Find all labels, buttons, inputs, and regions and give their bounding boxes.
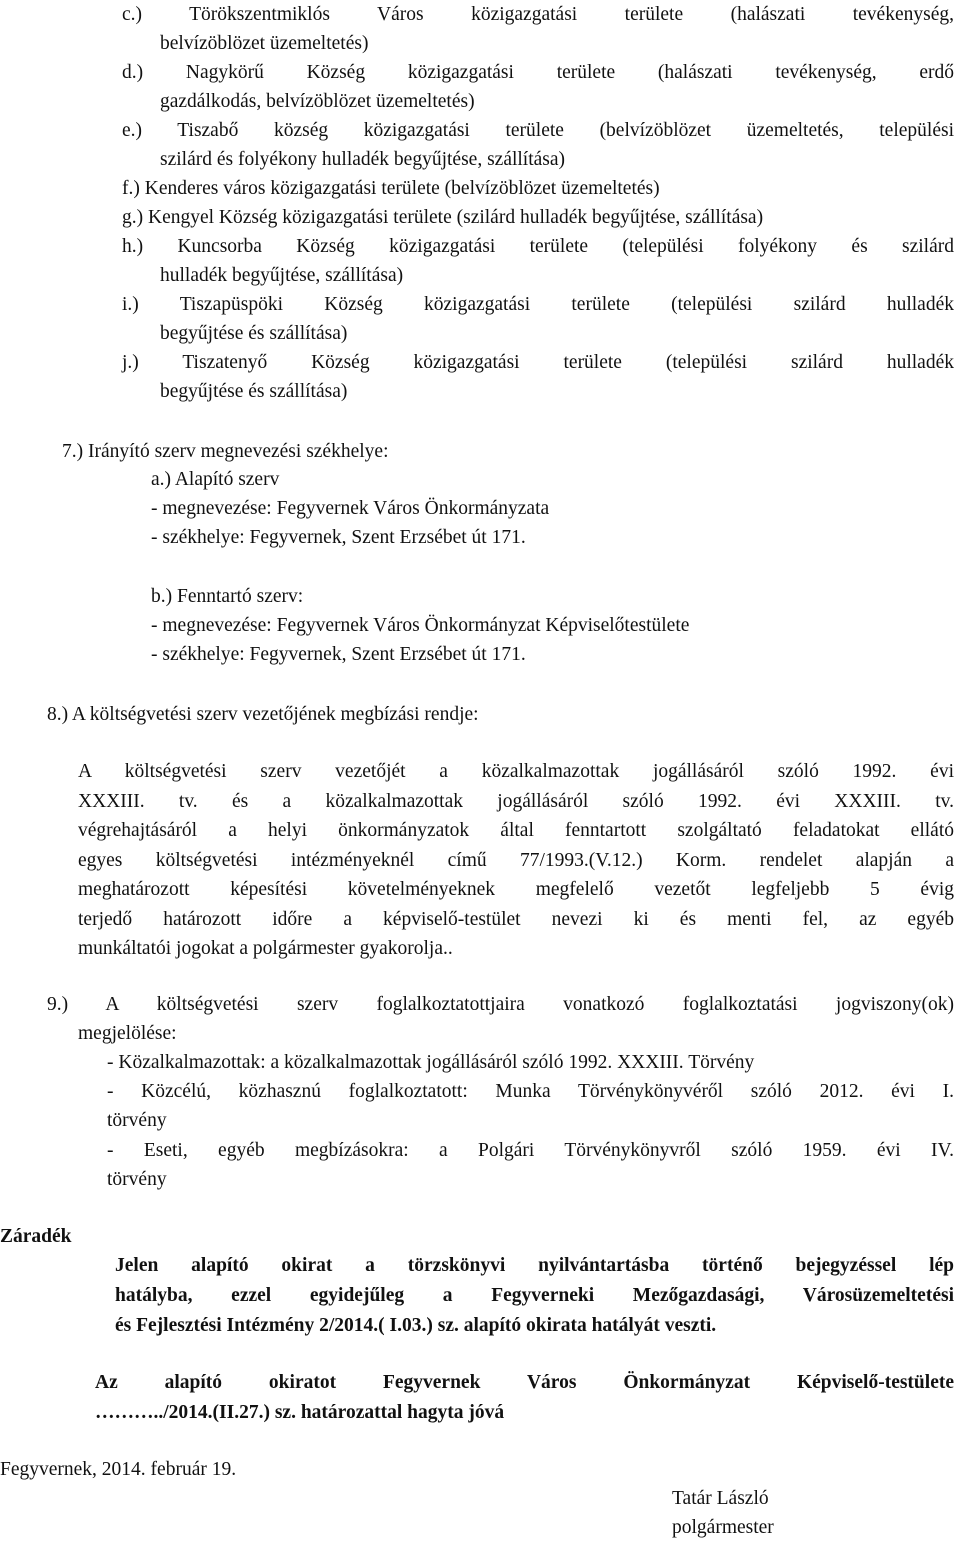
list-item-line: g.) Kengyel Község közigazgatási területe (szilárd hulladék begyűjtése, szállítása) (122, 207, 764, 228)
list-item (122, 348, 954, 406)
paragraph-line: végrehajtásáról a helyi önkormányzatok által fenntartott szolgáltató feladatokat ellátó (78, 820, 954, 841)
employment-item: - Közcélú, közhasznú foglalkoztatott: Munka Törvénykönyvéről szóló 2012. évi I. (107, 1081, 954, 1102)
clause-line: hatályba, ezzel egyidejűleg a Fegyverneki Mezőgazdasági, Városüzemeltetési (115, 1285, 954, 1306)
list-item-continuation: hulladék begyűjtése, szállítása) (160, 265, 404, 286)
section-9-title: 9.) A költségvetési szerv foglalkoztatottjaira vonatkozó foglalkoztatási jogviszony(ok) (47, 994, 954, 1015)
list-item-line: j.) Tiszatenyő Község közigazgatási területe (települési szilárd hulladék (122, 352, 954, 373)
list-item-continuation: begyűjtése és szállítása) (160, 323, 348, 344)
list-item-continuation: gazdálkodás, belvízöblözet üzemeltetés) (160, 91, 475, 112)
clause-line: és Fejlesztési Intézmény 2/2014.( I.03.) sz. alapító okirata hatályát veszti. (115, 1315, 717, 1336)
employment-item-continuation: törvény (107, 1169, 167, 1190)
employment-item: - Eseti, egyéb megbízásokra: a Polgári Törvénykönyvről szóló 1959. évi IV. (107, 1140, 954, 1161)
list-item-line: i.) Tiszapüspöki Község közigazgatási területe (települési szilárd hulladék (122, 294, 954, 315)
list-item-line: d.) Nagykörű Község közigazgatási területe (halászati tevékenység, erdő (122, 62, 954, 83)
signer-name: Tatár László (672, 1488, 769, 1509)
signer-title: polgármester (672, 1517, 774, 1538)
list-item-line: e.) Tiszabő község közigazgatási területe (belvízöblözet üzemeltetés, települési (122, 120, 954, 141)
paragraph-line: XXXIII. tv. és a közalkalmazottak jogállásáról szóló 1992. évi XXXIII. tv. (78, 790, 954, 812)
list-item (122, 58, 954, 116)
maintainer-name: - megnevezése: Fegyvernek Város Önkormányzat Képviselőtestülete (151, 615, 690, 636)
paragraph-line: munkáltatói jogokat a polgármester gyakorolja.. (78, 938, 453, 959)
list-item-continuation: begyűjtése és szállítása) (160, 381, 348, 402)
section-8-title: 8.) A költségvetési szerv vezetőjének megbízási rendje: (47, 704, 479, 725)
list-item (122, 0, 954, 58)
section-7-title: 7.) Irányító szerv megnevezési székhelye: (62, 441, 389, 462)
section-9-title-continuation: megjelölése: (78, 1023, 177, 1044)
paragraph-line: terjedő határozott időre a képviselő-testület nevezi ki és menti fel, az egyéb (78, 908, 954, 930)
list-item (122, 290, 954, 348)
list-item-line: h.) Kuncsorba Község közigazgatási területe (települési folyékony és szilárd (122, 236, 954, 257)
list-item (122, 203, 954, 232)
maintainer-heading: b.) Fenntartó szerv: (151, 586, 304, 607)
list-item-line: c.) Törökszentmiklós Város közigazgatási területe (halászati tevékenység, (122, 4, 954, 25)
approval-line: ………../2014.(II.27.) sz. határozattal hagyta jóvá (95, 1402, 505, 1423)
list-item-line: f.) Kenderes város közigazgatási területe (belvízöblözet üzemeltetés) (122, 178, 660, 199)
founder-name: - megnevezése: Fegyvernek Város Önkormányzata (151, 498, 550, 519)
section-8-paragraph (78, 757, 954, 964)
maintainer-seat: - székhelye: Fegyvernek, Szent Erzsébet út 171. (151, 644, 526, 665)
list-item-continuation: belvízöblözet üzemeltetés) (160, 33, 369, 54)
place-and-date: Fegyvernek, 2014. február 19. (0, 1459, 237, 1480)
clause-line: Jelen alapító okirat a törzskönyvi nyilvántartásba történő bejegyzéssel lép (115, 1255, 954, 1276)
paragraph-line: meghatározott képesítési követelményeknek megfelelő vezetőt legfeljebb 5 évig (78, 879, 954, 900)
paragraph-line: egyes költségvetési intézményeknél című 77/1993.(V.12.) Korm. rendelet alapján a (78, 849, 954, 871)
list-item (122, 232, 954, 290)
list-item (122, 174, 954, 203)
paragraph-line: A költségvetési szerv vezetőjét a közalkalmazottak jogállásáról szóló 1992. évi (78, 761, 954, 782)
clause-label: Záradék (0, 1226, 72, 1247)
founder-seat: - székhelye: Fegyvernek, Szent Erzsébet út 171. (151, 527, 526, 548)
employment-item-continuation: törvény (107, 1110, 167, 1131)
founder-heading: a.) Alapító szerv (151, 469, 280, 490)
list-item (122, 116, 954, 174)
employment-item: - Közalkalmazottak: a közalkalmazottak jogállásáról szóló 1992. XXXIII. Törvény (107, 1052, 755, 1073)
approval-line: Az alapító okiratot Fegyvernek Város Önkormányzat Képviselő-testülete (95, 1372, 954, 1393)
list-item-continuation: szilárd és folyékony hulladék begyűjtése, szállítása) (160, 149, 566, 170)
